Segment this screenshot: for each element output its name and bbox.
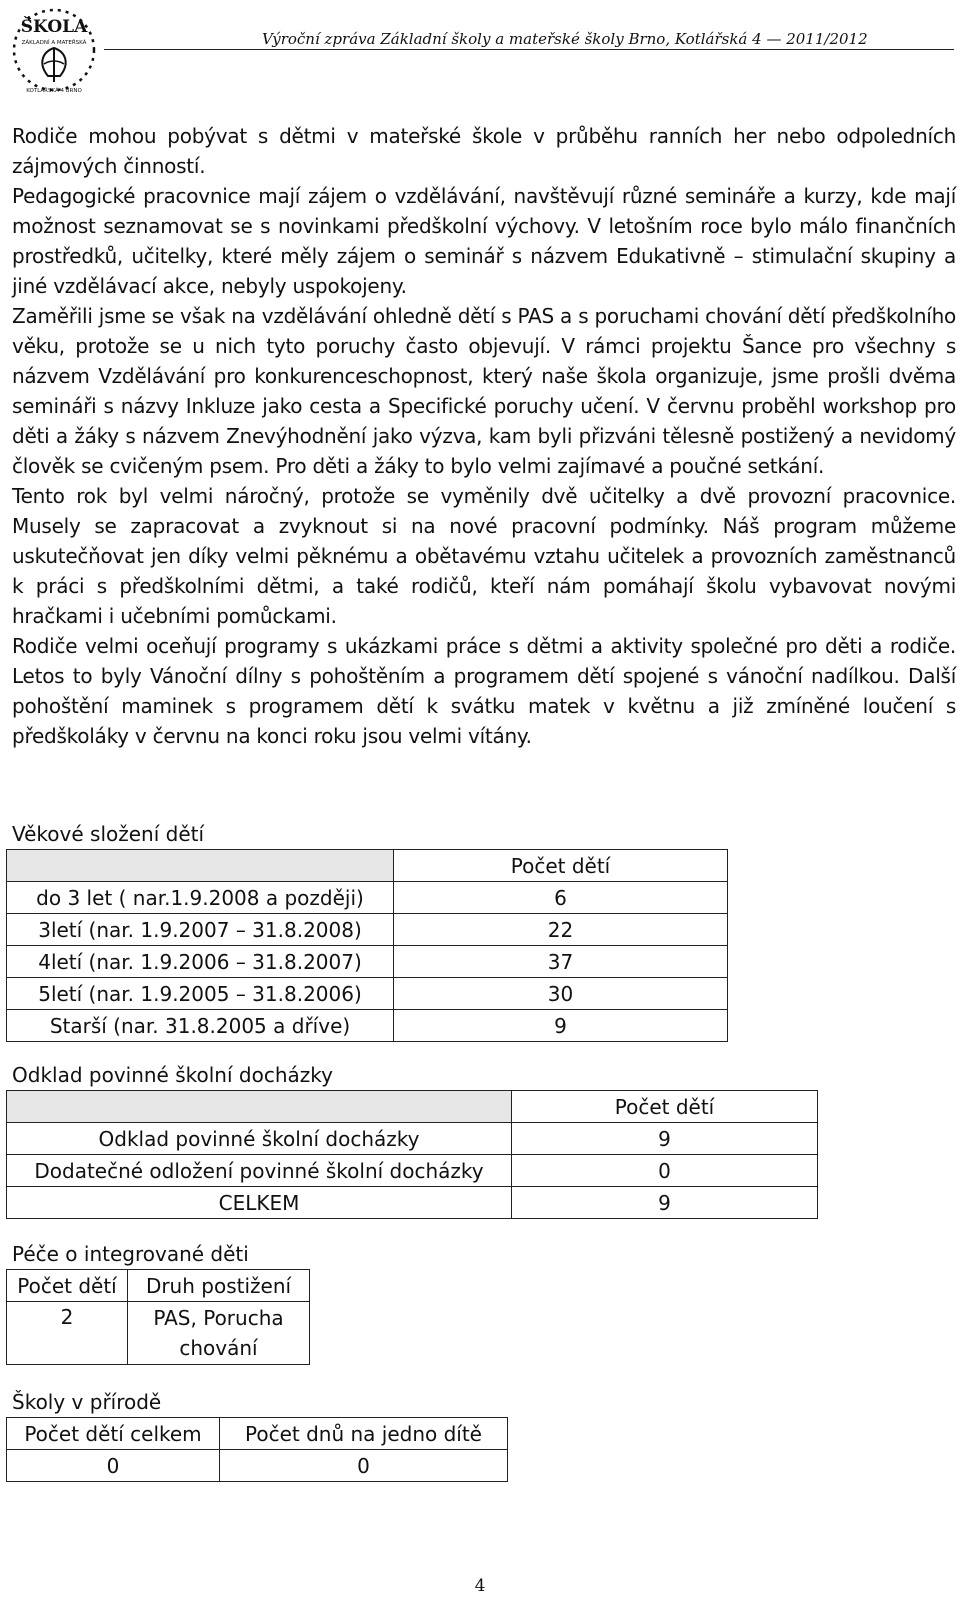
- row-label: 5letí (nar. 1.9.2005 – 31.8.2006): [7, 978, 394, 1010]
- table-header-row: [7, 1418, 508, 1450]
- row-days: 0: [220, 1450, 508, 1482]
- row-label: Odklad povinné školní docházky: [7, 1123, 512, 1155]
- deferral-table-caption: Odklad povinné školní docházky: [12, 1063, 333, 1087]
- row-count: 37: [394, 946, 728, 978]
- paragraph: Zaměřili jsme se však na vzdělávání ohledně dětí s PAS a s poruchami chování dětí předškolního věku, protože se u nich tyto poruchy často objevují. V rámci projektu Šance pro všechny s názvem Vzdělávání pro konkurenceschopnost, který naše škola organizuje, jsme prošli dvěma semináři s názvy Inkluze jako cesta a Specifické poruchy učení. V červnu proběhl workshop pro děti a žáky s názvem Znevýhodnění jako výzva, kam byli přizváni tělesně postižený a nevidomý člověk se cvičeným psem. Pro děti a žáky to bylo velmi zajímavé a poučné setkání.: [12, 304, 956, 478]
- table-row: [7, 1302, 310, 1365]
- row-type-line: PAS, Porucha: [153, 1306, 284, 1330]
- page-number: 4: [474, 1576, 486, 1596]
- age-table: [6, 849, 728, 1042]
- page-header: [0, 0, 960, 100]
- table-row: [7, 1187, 818, 1219]
- nature-table-caption: Školy v přírodě: [12, 1390, 162, 1414]
- column-header: Počet dětí celkem: [7, 1418, 220, 1450]
- table-row: [7, 1123, 818, 1155]
- row-type-line: chování: [179, 1336, 258, 1360]
- column-header: Počet dětí: [7, 1270, 128, 1302]
- table-row: [7, 914, 728, 946]
- integrated-table-caption: Péče o integrované děti: [12, 1242, 249, 1266]
- row-count: 9: [512, 1187, 818, 1219]
- row-total: 0: [7, 1450, 220, 1482]
- row-count: 6: [394, 882, 728, 914]
- row-count: 0: [512, 1155, 818, 1187]
- paragraph: Rodiče mohou pobývat s dětmi v mateřské škole v průběhu ranních her nebo odpoledních zájmových činností.: [12, 124, 956, 178]
- row-label: 3letí (nar. 1.9.2007 – 31.8.2008): [7, 914, 394, 946]
- table-header-row: [7, 1270, 310, 1302]
- row-label: Starší (nar. 31.8.2005 a dříve): [7, 1010, 394, 1042]
- row-count: 9: [512, 1123, 818, 1155]
- svg-text:KOTLÁŘSKÁ 4 BRNO: KOTLÁŘSKÁ 4 BRNO: [26, 88, 82, 94]
- row-count: 9: [394, 1010, 728, 1042]
- integrated-table: [6, 1269, 310, 1365]
- table-row: [7, 1155, 818, 1187]
- header-rule: [104, 49, 954, 50]
- table-row: [7, 978, 728, 1010]
- logo-title: ŠKOLA: [20, 17, 88, 37]
- table-row: [7, 882, 728, 914]
- row-label: Dodatečné odložení povinné školní docházky: [7, 1155, 512, 1187]
- school-logo: [8, 4, 100, 96]
- row-count: 22: [394, 914, 728, 946]
- age-table-caption: Věkové složení dětí: [12, 822, 205, 846]
- row-type: [128, 1302, 310, 1365]
- running-head: Výroční zpráva Základní školy a mateřské školy Brno, Kotlářská 4 — 2011/2012: [262, 30, 868, 48]
- table-header-row: [7, 850, 728, 882]
- row-count: 2: [7, 1302, 128, 1365]
- column-header: Druh postižení: [128, 1270, 310, 1302]
- table-row: [7, 1450, 508, 1482]
- row-label: do 3 let ( nar.1.9.2008 a později): [7, 882, 394, 914]
- column-header: Počet dnů na jedno dítě: [220, 1418, 508, 1450]
- nature-table: [6, 1417, 508, 1482]
- table-header-row: [7, 1091, 818, 1123]
- svg-text:ZÁKLADNÍ A MATEŘSKÁ: ZÁKLADNÍ A MATEŘSKÁ: [21, 40, 87, 46]
- row-label: 4letí (nar. 1.9.2006 – 31.8.2007): [7, 946, 394, 978]
- body-text: [12, 121, 956, 751]
- column-header: Počet dětí: [512, 1091, 818, 1123]
- empty-header-cell: [7, 850, 394, 882]
- column-header: Počet dětí: [394, 850, 728, 882]
- row-count: 30: [394, 978, 728, 1010]
- table-row: [7, 1010, 728, 1042]
- row-label: CELKEM: [7, 1187, 512, 1219]
- deferral-table: [6, 1090, 818, 1219]
- paragraph: Rodiče velmi oceňují programy s ukázkami práce s dětmi a aktivity společné pro děti a rodiče. Letos to byly Vánoční dílny s pohoštěním a programem dětí spojené s vánoční nadílkou. Další pohoštění maminek s programem dětí k svátku matek v květnu a již zmíněné loučení s předškoláky v červnu na konci roku jsou velmi vítány.: [12, 634, 956, 748]
- paragraph: Pedagogické pracovnice mají zájem o vzdělávání, navštěvují různé semináře a kurzy, kde mají možnost seznamovat se s novinkami předškolní výchovy. V letošním roce bylo málo finančních prostředků, učitelky, které měly zájem o seminář s názvem Edukativně – stimulační skupiny a jiné vzdělávací akce, nebyly uspokojeny.: [12, 184, 956, 298]
- table-row: [7, 946, 728, 978]
- paragraph: Tento rok byl velmi náročný, protože se vyměnily dvě učitelky a dvě provozní pracovnice. Musely se zapracovat a zvyknout si na nové pracovní podmínky. Náš program můžeme uskutečňovat jen díky velmi pěknému a obětavému vztahu učitelek a provozních zaměstnanců k práci s předškolními dětmi, a také rodičů, kteří nám pomáhají školu vybavovat novými hračkami i učebními pomůckami.: [12, 484, 956, 628]
- empty-header-cell: [7, 1091, 512, 1123]
